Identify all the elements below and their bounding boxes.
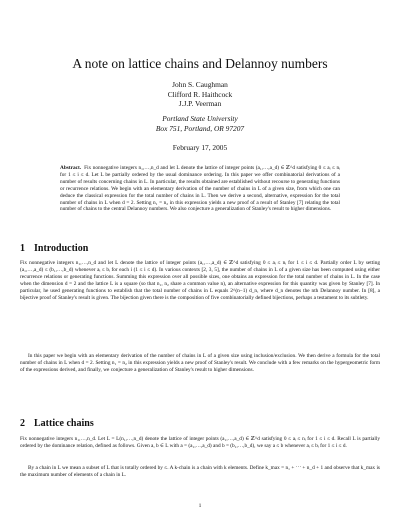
- affiliation-line: Portland State University: [162, 114, 238, 123]
- body-paragraph: Fix nonnegative integers n₁,…,n_d and let L denote the lattice of integer points (a₁,…,a_d) ∈ ℤ^d satisfying 0 ≤ aᵢ ≤ nᵢ for 1 ≤ i ≤ d. Partially order L by setting (a₁,…,a_d) ≤ (b₁,…,b_d) whenever aᵢ ≤ bᵢ for each i (1 ≤ i ≤ d). In various contexts [2, 3, 5], the number of chains in L of a given size has been computed using either recurrence relations or generating functions. Summing this expression over all possible sizes, one obtains an expression for the total number of chains in L. In the case when the dimension d = 2 and the lattice L is a square (so that n₁, n₂ share a common value n), an alternative expression for this quantity was given by Stanley [7]. In particular, he used generating functions to establish that the total number of chains in L equals 2^(n−1) d_n, where d_n denotes the nth Delannoy number. In [8], a bijective proof of Stanley's result is given. The bijection given there is the composition of five combinatorially defined bijections, perhaps a testament to its subtlety.: [20, 260, 380, 301]
- body-paragraph: In this paper we begin with an elementary derivation of the number of chains in L of a given size using inclusion/exclusion. We then derive a formula for the total number of chains in L when d = 2. Setting n₁ = n₂ in this expression yields a new proof of Stanley's result. We conclude with a few remarks on the hypergeometric form of the expressions derived, and finally, we conjecture a generalization of Stanley's result to higher dimensions.: [20, 353, 380, 373]
- section-title: Lattice chains: [34, 418, 94, 429]
- abstract-label: Abstract.: [60, 165, 82, 171]
- page-number: 1: [198, 503, 202, 509]
- section-number: 2: [20, 418, 25, 429]
- section-heading-lattice-chains: [20, 418, 94, 429]
- author-name: John S. Caughman: [172, 80, 228, 89]
- paper-title: A note on lattice chains and Delannoy numbers: [72, 56, 328, 71]
- section-title: Introduction: [34, 243, 89, 254]
- abstract: [60, 165, 340, 213]
- abstract-text: Fix nonnegative integers n₁,…,n_d and let L denote the lattice of integer points (a₁,…,a_d) ∈ ℤ^d satisfying 0 ≤ aᵢ ≤ nᵢ for 1 ≤ i ≤ d. Let L be partially ordered by the usual dominance ordering. In this paper we offer combinatorial derivations of a number of results concerning chains in L. In particular, the results obtained are established without recourse to generating functions or recurrence relations. We begin with an elementary derivation of the number of chains in L of a given size, from which one can deduce the classical expression for the total number of chains in L. Then we derive a second, alternative, expression for the total number of chains in L when d = 2. Setting n₁ = n₂ in this expression yields a new proof of a result of Stanley [7] relating the total number of chains to the central Delannoy numbers. We also conjecture a generalization of Stanley's result to higher dimensions.: [60, 165, 341, 213]
- body-paragraph: By a chain in L we mean a subset of L that is totally ordered by ≤. A k-chain is a chain with k elements. Define k_max = n₁ + ⋯ + n_d + 1 and observe that k_max is the maximum number of elements of a chain in L.: [20, 465, 380, 478]
- section-heading-introduction: [20, 243, 88, 254]
- affiliation-line: Box 751, Portland, OR 97207: [155, 123, 245, 133]
- body-paragraph: Fix nonnegative integers n₁,…,n_d. Let L = L(n₁,…,n_d) denote the lattice of integer points (a₁,…,a_d) ∈ ℤ^d satisfying 0 ≤ aᵢ ≤ nᵢ for 1 ≤ i ≤ d. Recall L is partially ordered by the dominance relation, defined as follows. Given a, b ∈ L with a = (a₁,…,a_d) and b = (b₁,…,b_d), we say a ≤ b whenever aᵢ ≤ bᵢ for 1 ≤ i ≤ d.: [20, 436, 380, 449]
- author-list: [0, 80, 400, 109]
- paper-date: February 17, 2005: [172, 143, 228, 152]
- section-number: 1: [20, 243, 25, 254]
- author-name: J.J.P. Veerman: [178, 99, 222, 109]
- author-name: Clifford R. Haithcock: [167, 89, 233, 99]
- affiliation: [0, 114, 400, 133]
